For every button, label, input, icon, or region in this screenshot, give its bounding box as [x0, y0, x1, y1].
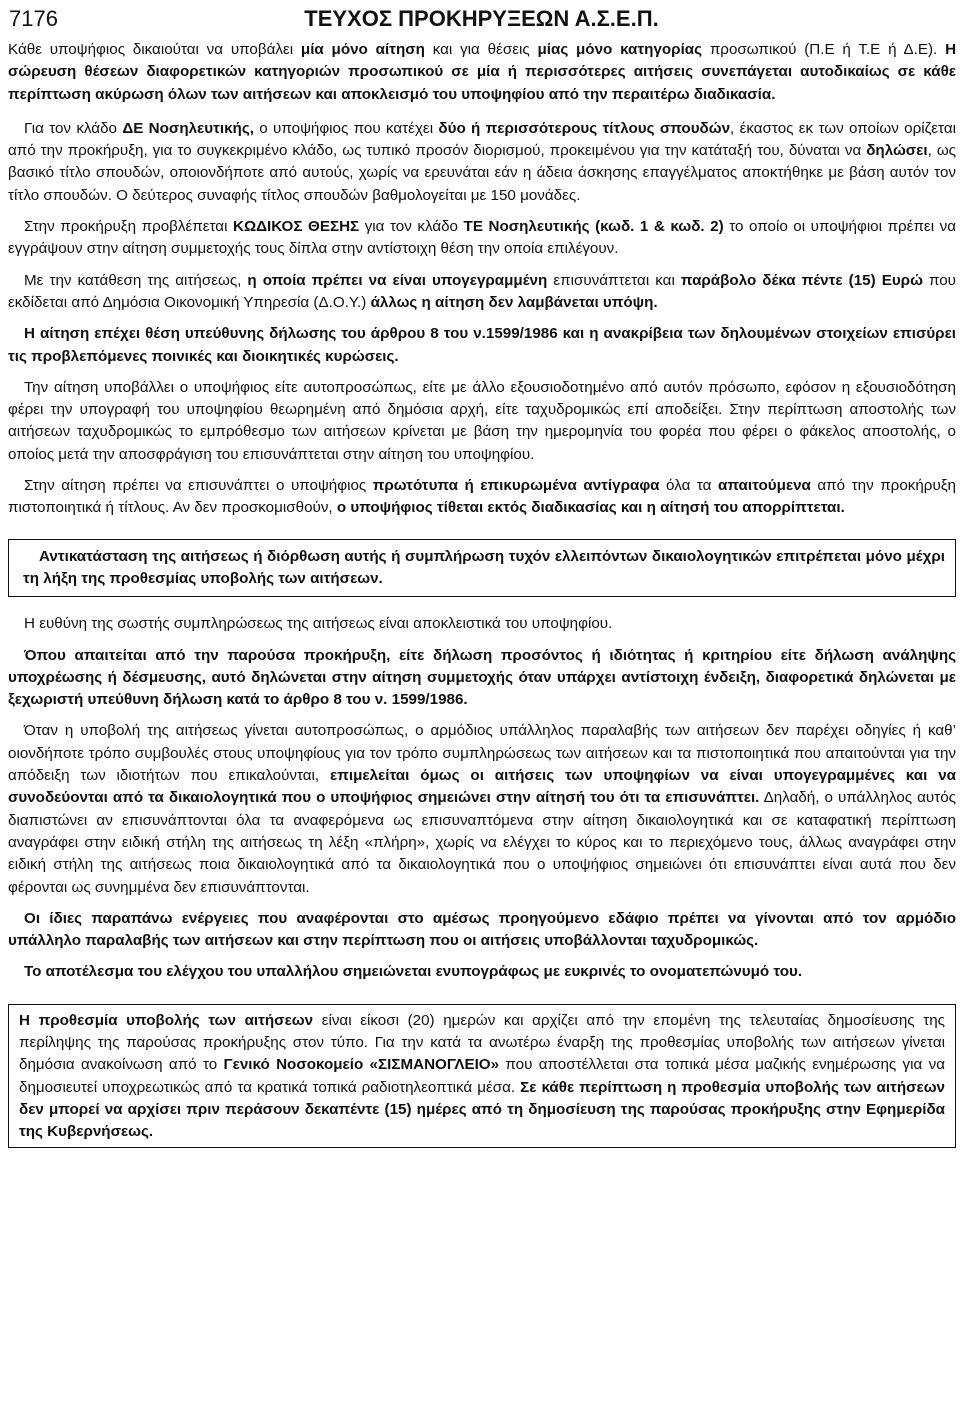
bold-text-span: πρωτότυπα ή επικυρωμένα αντίγραφα [372, 477, 660, 495]
text-span: που εκδίδεται από Δημόσια Οικονομική Υπηρεσία (Δ.Ο.Υ.) [8, 271, 956, 311]
paragraph-declaration [8, 645, 956, 712]
paragraph-solemn-declaration [8, 323, 956, 368]
notice-box-replacement [8, 539, 956, 598]
paragraph-position-code [8, 216, 956, 261]
bold-text-span: Η σώρευση θέσεων διαφορετικών κατηγοριών προσωπικού σε μία ή περισσότερες αιτήσεις συνεπάγεται αυτοδικαίως σε κάθε περίπτωση ακύρωση όλων των αιτήσεων και αποκλεισμό του υποψηφίου από την περαιτέρω διαδικασία. [8, 41, 957, 103]
text-span: και για θέσεις [424, 41, 538, 58]
paragraph-replacement [23, 546, 945, 591]
bold-text-span: μίας μόνο κατηγορίας [537, 41, 703, 58]
text-span: Με την κατάθεση της αιτήσεως, [24, 271, 248, 289]
text-span: το οποίο οι υποψήφιοι πρέπει να εγγράψουν στην αίτηση συμμετοχής τους δίπλα στην αντίστοιχη θέση την οποία επιλέγουν. [8, 218, 956, 258]
bold-text-span: Το αποτέλεσμα του ελέγχου του υπαλλήλου σημειώνεται ενυπογράφως με ευκρινές το ονοματεπώνυμό του. [24, 963, 803, 981]
bold-text-span: Οι ίδιες παραπάνω ενέργειες που αναφέρονται στο αμέσως προηγούμενο εδάφιο πρέπει να γίνονται από τον αρμόδιο υπάλληλο παραλαβής των αιτήσεων και στην περίπτωση που οι αιτήσεις υποβάλλονται ταχυδρομικώς. [8, 909, 956, 950]
bold-text-span: Σε κάθε περίπτωση η προθεσμία υποβολής των αιτήσεων δεν μπορεί να αρχίσει πριν περάσουν δεκαπέντε (15) ημέρες από τη δημοσίευση της παρούσας προκήρυξης στην Εφημερίδα της Κυβερνήσεως. [19, 1078, 945, 1141]
paragraph-postal-check [8, 908, 956, 953]
paragraph-attachments [8, 475, 956, 520]
notice-box-deadline [8, 1004, 956, 1149]
text-span: Δηλαδή, ο υπάλληλος αυτός διαπιστώνει αν επισυνάπτονται όλα τα αναφερόμενα ως επισυναπτόμενα στην αίτηση δικαιολογητικά και σε καταφατική περίπτωση αναγράφει στην ειδική στήλη της αιτήσεως τη λέξη «πλήρη», χωρίς να ελέγχει το κύρος και το περιεχόμενο τους, άλλως αναγράφει στην ειδική στήλη της αιτήσεως ποια δικαιολογητικά από τα δικαιολογητικά που ο υποψήφιος σημειώνει ότι επισυνάπτει είναι αυτά που δεν φέρονται ως συνημμένα δεν επισυνάπτονται. [8, 789, 956, 896]
paragraph-submission-method [8, 377, 956, 466]
page-header [9, 4, 954, 34]
bold-text-span: απαιτούμενα [718, 477, 811, 495]
bold-text-span: η οποία πρέπει να είναι υπογεγραμμένη [247, 271, 548, 289]
paragraph-single-application [8, 39, 956, 106]
text-span: Στην προκήρυξη προβλέπεται [24, 218, 233, 236]
text-span: , ως βασικό τίτλο σπουδών, οποιονδήποτε από αυτούς, χωρίς να ερευνάται εάν η άδεια άσκησης επαγγέλματος αποκτήθηκε με βάση αυτόν τον τίτλο σπουδών. Ο δεύτερος συναφής τίτλος σπουδών βαθμολογείται με 150 μονάδες. [8, 142, 956, 204]
paragraph-responsibility [8, 613, 956, 635]
text-span: , έκαστος εκ των οποίων ορίζεται από την προκήρυξη, για το συγκεκριμένο κλάδο, ως τυπικό προσόν διορισμού, προκειμένου για την κατάταξή του, δύναται να [8, 119, 956, 160]
bold-text-span: άλλως η αίτηση δεν λαμβάνεται υπόψη. [370, 293, 658, 311]
text-span: προσωπικού (Π.Ε ή Τ.Ε ή Δ.Ε). [702, 41, 946, 58]
text-span: Στην αίτηση πρέπει να επισυνάπτει ο υποψήφιος [24, 477, 373, 495]
text-span: που αποστέλλεται στα τοπικά μέσα μαζικής ενημέρωσης για να δημοσιευτεί υποχρεωτικώς από τα κρατικά τοπικά ραδιοτηλεοπτικά μέσα. [19, 1056, 945, 1096]
bold-text-span: Όπου απαιτείται από την παρούσα προκήρυξη, είτε δήλωση προσόντος ή ιδιότητας ή κριτηρίου είτε δήλωση ανάληψης υποχρέωσης ή δέσμευσης, αυτό δηλώνεται στην αίτηση συμμετοχής όταν υπάρχει αντίστοιχη ένδειξη, διαφορετικά δηλώνεται με ξεχωριστή υπεύθυνη δήλωση κατά το άρθρο 8 του ν. 1599/1986. [8, 646, 956, 709]
text-span: Η ευθύνη της σωστής συμπληρώσεως της αιτήσεως είναι αποκλειστικά του υποψηφίου. [24, 615, 613, 633]
text-span: ο υποψήφιος που κατέχει [253, 119, 439, 137]
bold-text-span: δύο ή περισσότερους τίτλους σπουδών [438, 119, 731, 137]
bold-text-span: δηλώσει [866, 142, 928, 160]
document-body [8, 39, 956, 1164]
text-span: όλα τα [659, 477, 718, 495]
page-number: 7176 [9, 6, 58, 31]
paragraph-clerk-duties [8, 720, 956, 898]
text-span: Όταν η υποβολή της αιτήσεως γίνεται αυτοπροσώπως, ο αρμόδιος υπάλληλος παραλαβής των αιτήσεων δεν παρέχει οδηγίες ή καθ’ οιονδήποτε τρόπο συμβουλές στους υποψηφίους για τον τρόπο συμπληρώσεως των αιτήσεων και τα πιστοποιητικά που απαιτούνται για την απόδειξη των ιδιοτήτων που επικαλούνται, [8, 722, 956, 785]
paragraph-fee [8, 270, 956, 315]
bold-text-span: ΤΕ Νοσηλευτικής (κωδ. 1 & κωδ. 2) [463, 218, 724, 236]
bold-text-span: ΔΕ Νοσηλευτικής, [122, 119, 254, 137]
text-span: είναι είκοσι (20) ημερών και αρχίζει από την επομένη της τελευταίας δημοσίευσης της περίληψης της παρούσας προκήρυξης στον τύπο. Για την κατά τα ανωτέρω έναρξη της προθεσμίας υποβολής των αιτήσεων γίνεται δημόσια ανακοίνωση από το [19, 1011, 945, 1074]
text-span: από την προκήρυξη πιστοποιητικά ή τίτλους. Αν δεν προσκομισθούν, [8, 477, 956, 517]
bold-text-span: Αντικατάσταση της αιτήσεως ή διόρθωση αυτής ή συμπλήρωση τυχόν ελλειπόντων δικαιολογητικών επιτρέπεται μόνο μέχρι τη λήξη της προθεσμίας υποβολής των αιτήσεων. [23, 547, 945, 587]
bold-text-span: ΚΩΔΙΚΟΣ ΘΕΣΗΣ [232, 218, 360, 236]
running-title: ΤΕΥΧΟΣ ΠΡΟΚΗΡΥΞΕΩΝ Α.Σ.Ε.Π. [304, 6, 659, 31]
text-span: Κάθε υποψήφιος δικαιούται να υποβάλει [8, 41, 301, 58]
bold-text-span: ο υποψήφιος τίθεται εκτός διαδικασίας και η αίτησή του απορρίπτεται. [336, 499, 845, 517]
bold-text-span: Γενικό Νοσοκομείο «ΣΙΣΜΑΝΟΓΛΕΙΟ» [223, 1056, 500, 1074]
text-span: για τον κλάδο [359, 218, 464, 236]
paragraph-signed-result [8, 961, 956, 983]
paragraph-nursing-titles [8, 118, 956, 207]
paragraph-deadline [19, 1010, 945, 1144]
text-span: επισυνάπτεται και [547, 271, 681, 289]
bold-text-span: παράβολο δέκα πέντε (15) Ευρώ [680, 271, 923, 289]
bold-text-span: μία μόνο αίτηση [300, 41, 425, 58]
bold-text-span: επιμελείται όμως οι αιτήσεις των υποψηφίων να είναι υπογεγραμμένες και να συνοδεύονται από τα δικαιολογητικά που ο υποψήφιος σημειώνει στην αίτησή του ότι τα επισυνάπτει. [8, 767, 956, 807]
text-span: Την αίτηση υποβάλλει ο υποψήφιος είτε αυτοπροσώπως, είτε με άλλο εξουσιοδοτημένο από αυτόν πρόσωπο, εφόσον η εξουσιοδότηση φέρει την υπογραφή του υποψηφίου θεωρημένη από δημόσια αρχή, είτε ταχυδρομικώς επί αποδείξει. Στην περίπτωση αποστολής των αιτήσεων ταχυδρομικώς το εμπρόθεσμο των αιτήσεων κρίνεται με βάση την ημερομηνία του φορέα που φέρει ο φάκελος αποστολής, ο οποίος μετά την αποσφράγιση του επισυνάπτεται στην αίτηση του υποψηφίου. [8, 378, 956, 463]
bold-text-span: Η προθεσμία υποβολής των αιτήσεων [19, 1011, 314, 1029]
bold-text-span: Η αίτηση επέχει θέση υπεύθυνης δήλωσης του άρθρου 8 του ν.1599/1986 και η ανακρίβεια των δηλουμένων στοιχείων επισύρει τις προβλεπόμενες ποινικές και διοικητικές κυρώσεις. [8, 325, 956, 365]
text-span: Για τον κλάδο [24, 119, 123, 137]
